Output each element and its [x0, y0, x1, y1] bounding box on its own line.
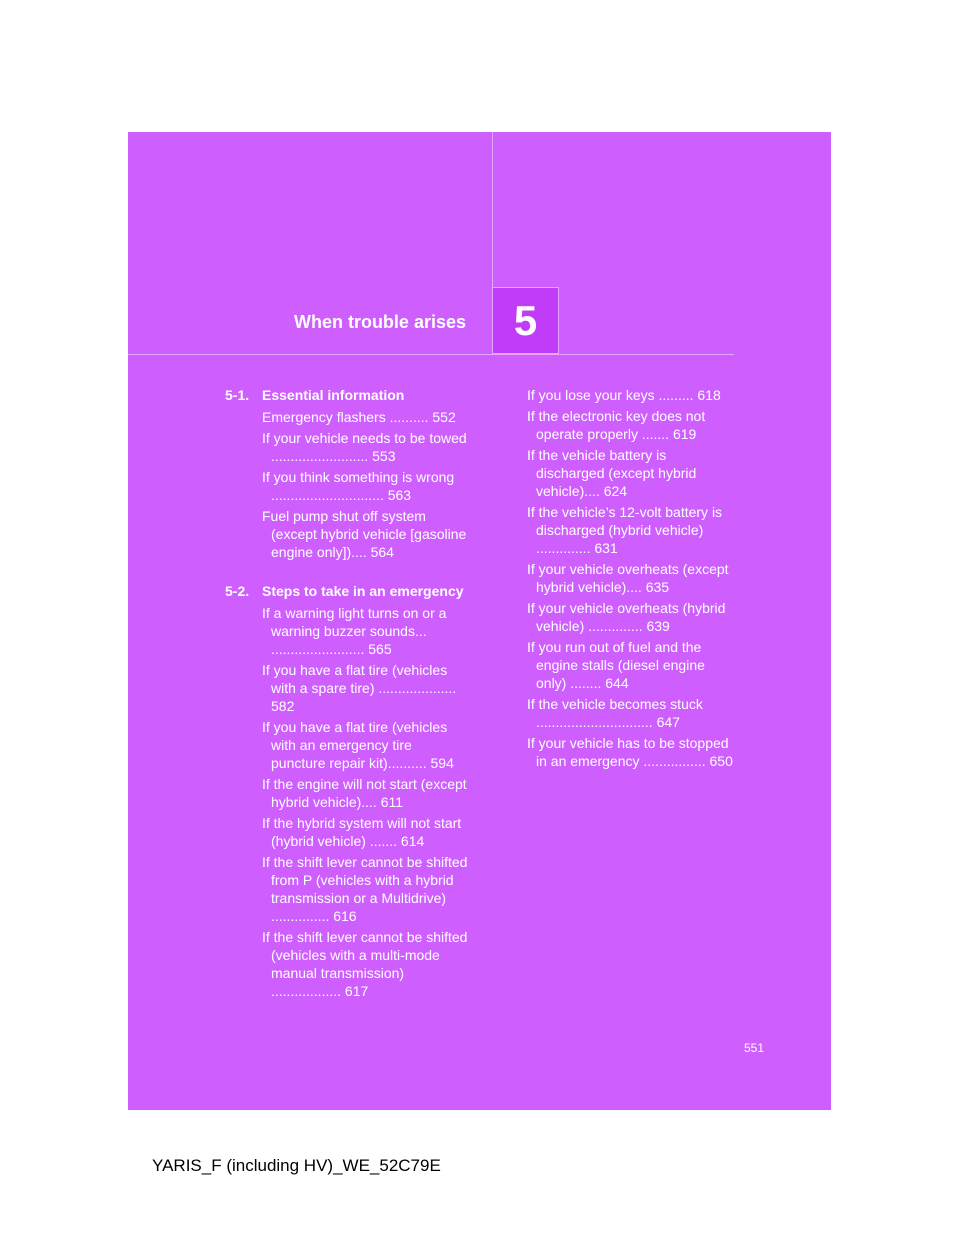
- toc-entry[interactable]: If you think something is wrong ............................. 563: [262, 469, 455, 503]
- toc-entry[interactable]: If the shift lever cannot be shifted (vehicles with a multi-mode manual transmission) .................. 617: [262, 929, 468, 999]
- toc-left-column: [225, 386, 468, 1003]
- toc-entry[interactable]: If your vehicle has to be stopped in an emergency ................ 650: [527, 735, 733, 769]
- page-number: 551: [743, 1041, 764, 1055]
- toc-entry[interactable]: If the vehicle battery is discharged (except hybrid vehicle).... 624: [527, 447, 697, 499]
- toc-entry[interactable]: If the vehicle’s 12-volt battery is discharged (hybrid vehicle) .............. 631: [527, 504, 723, 556]
- toc-entry[interactable]: If the engine will not start (except hybrid vehicle).... 611: [262, 776, 467, 810]
- toc-entry[interactable]: If your vehicle overheats (hybrid vehicle) .............. 639: [527, 600, 726, 634]
- toc-entry[interactable]: If you lose your keys ......... 618: [527, 387, 721, 403]
- section-title: Steps to take in an emergency: [262, 583, 464, 599]
- toc-entry[interactable]: If the shift lever cannot be shifted from P (vehicles with a hybrid transmission or a Multidrive) ............... 616: [262, 854, 468, 924]
- document-footer: YARIS_F (including HV)_WE_52C79E: [152, 1156, 441, 1175]
- toc-entry[interactable]: Emergency flashers .......... 552: [262, 409, 456, 425]
- section-number: 5-2.: [225, 583, 250, 599]
- toc-right-column: [527, 386, 733, 773]
- section-title: Essential information: [262, 387, 405, 403]
- toc-entry[interactable]: If your vehicle overheats (except hybrid vehicle).... 635: [527, 561, 729, 595]
- chapter-number-box: [492, 287, 559, 354]
- chapter-title: When trouble arises: [293, 312, 466, 332]
- section-heading-5-1: [225, 386, 468, 404]
- toc-entry[interactable]: If you run out of fuel and the engine stalls (diesel engine only) ........ 644: [527, 639, 705, 691]
- divider-vertical: [492, 132, 493, 287]
- toc-entry[interactable]: Fuel pump shut off system (except hybrid vehicle [gasoline engine only]).... 564: [262, 508, 467, 560]
- toc-entry[interactable]: If the vehicle becomes stuck .............................. 647: [527, 696, 703, 730]
- chapter-number: 5: [513, 296, 538, 344]
- section-spacer: [225, 564, 468, 582]
- toc-entry[interactable]: If the electronic key does not operate properly ....... 619: [527, 408, 706, 442]
- toc-entry[interactable]: If a warning light turns on or a warning buzzer sounds... ........................ 565: [262, 605, 447, 657]
- toc-entry[interactable]: If your vehicle needs to be towed ......................... 553: [262, 430, 467, 464]
- toc-entry[interactable]: If the hybrid system will not start (hybrid vehicle) ....... 614: [262, 815, 462, 849]
- section-heading-5-2: [225, 582, 468, 600]
- toc-entry[interactable]: If you have a flat tire (vehicles with an emergency tire puncture repair kit).......... 594: [262, 719, 454, 771]
- toc-entry[interactable]: If you have a flat tire (vehicles with a spare tire) .................... 582: [262, 662, 457, 714]
- section-number: 5-1.: [225, 387, 250, 403]
- divider-horizontal: [128, 354, 734, 355]
